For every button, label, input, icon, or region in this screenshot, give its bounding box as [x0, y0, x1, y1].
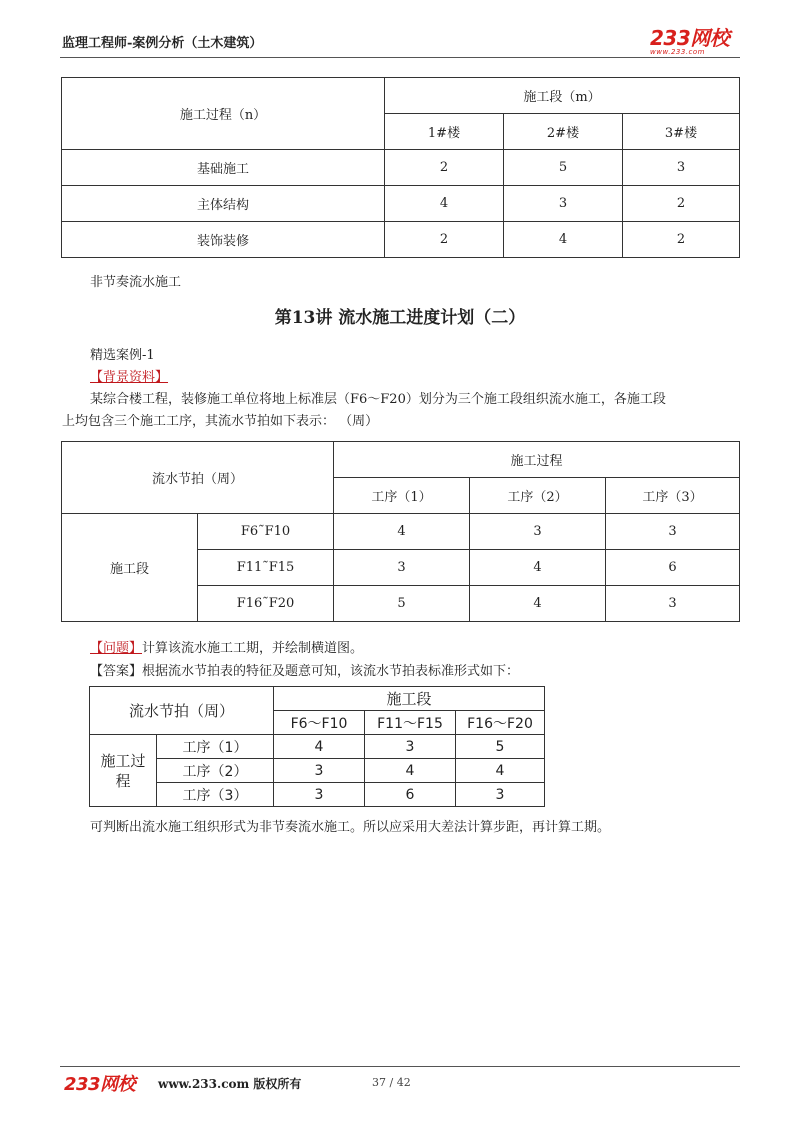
table3-row-name: 工序（1） — [157, 735, 274, 759]
table-cell: 3 — [606, 514, 740, 550]
question-label: 【问题】 — [90, 641, 143, 656]
background-text-line1: 某综合楼工程，装修施工单位将地上标准层（F6～F20）划分为三个施工段组织流水施工，各施工段 — [90, 392, 666, 407]
table-cell: 6 — [606, 550, 740, 586]
table2-col-header: 工序（2） — [470, 478, 606, 514]
table-row — [90, 735, 545, 759]
table-row — [62, 150, 740, 186]
table-cell: 2 — [623, 222, 740, 258]
table-row — [62, 514, 740, 550]
table-cell: 3 — [365, 735, 456, 759]
document-header-title: 监理工程师-案例分析（土木建筑） — [62, 36, 263, 51]
table-cell: 4 — [365, 759, 456, 783]
table2-col-header: 工序（3） — [606, 478, 740, 514]
table2-row-group: 施工段 — [62, 514, 198, 622]
background-text-line2: 上均包含三个施工工序，其流水节拍如下表示： （周） — [62, 414, 379, 429]
footer-logo — [64, 1070, 135, 1096]
table-cell: 5 — [504, 150, 623, 186]
table-cell: 2 — [385, 150, 504, 186]
table-cell: 4 — [470, 550, 606, 586]
table-cell: 3 — [274, 783, 365, 807]
table1-row-name: 主体结构 — [62, 186, 385, 222]
table3-corner: 流水节拍（周） — [90, 687, 274, 735]
table-cell: 3 — [504, 186, 623, 222]
table3-row-group — [90, 735, 157, 807]
table3-row-group-text: 施工过程 — [100, 751, 146, 790]
background-label: 【背景资料】 — [90, 370, 169, 385]
table-cell: 4 — [385, 186, 504, 222]
table-row — [62, 222, 740, 258]
table-cell: 3 — [456, 783, 545, 807]
table-row — [90, 759, 545, 783]
table-cell: 6 — [365, 783, 456, 807]
table1-caption: 非节奏流水施工 — [90, 275, 182, 290]
table3-row-name: 工序（3） — [157, 783, 274, 807]
question-text: 计算该流水施工工期，并绘制横道图。 — [142, 641, 364, 656]
case-label: 精选案例-1 — [90, 348, 155, 363]
table-cell: 4 — [504, 222, 623, 258]
table-cell: 3 — [334, 550, 470, 586]
table1-row-name: 基础施工 — [62, 150, 385, 186]
table-row — [90, 783, 545, 807]
brand-logo-text: 233网校 — [650, 26, 730, 50]
question-line — [90, 637, 363, 656]
table2-row-name: F11˜F15 — [198, 550, 334, 586]
table3-col-header: F11～F15 — [365, 711, 456, 735]
table2-group-header: 施工过程 — [334, 442, 740, 478]
table1-col-header: 3#楼 — [623, 114, 740, 150]
table-row — [62, 186, 740, 222]
table2-corner: 流水节拍（周） — [62, 442, 334, 514]
answer-text: 根据流水节拍表的特征及题意可知，该流水节拍表标准形式如下： — [142, 664, 520, 679]
brand-logo-url: www.233.com — [650, 48, 705, 56]
table-cell: 2 — [385, 222, 504, 258]
header-divider — [60, 57, 740, 58]
table-cell: 4 — [470, 586, 606, 622]
table-cell: 3 — [606, 586, 740, 622]
table-cell: 4 — [274, 735, 365, 759]
table3-col-header: F6～F10 — [274, 711, 365, 735]
brand-logo — [650, 22, 729, 56]
answer-line — [90, 660, 519, 679]
answer-label: 【答案】 — [90, 664, 143, 679]
table2-row-name: F6˜F10 — [198, 514, 334, 550]
footer-logo-text: 233网校 — [64, 1074, 136, 1095]
table3-row-name: 工序（2） — [157, 759, 274, 783]
table1-col-header: 2#楼 — [504, 114, 623, 150]
footer-copyright: www.233.com 版权所有 — [158, 1077, 302, 1091]
table-cell: 4 — [334, 514, 470, 550]
table-cell: 4 — [456, 759, 545, 783]
table1-group-header: 施工段（m） — [385, 78, 740, 114]
table1-row-header: 施工过程（n） — [62, 78, 385, 150]
table1-row-name: 装饰装修 — [62, 222, 385, 258]
page-number: 37 / 42 — [372, 1076, 411, 1089]
table1-col-header: 1#楼 — [385, 114, 504, 150]
table3-group-header: 施工段 — [274, 687, 545, 711]
flow-rhythm-table — [61, 441, 740, 622]
standard-form-table — [89, 686, 545, 807]
conclusion-text: 可判断出流水施工组织形式为非节奏流水施工。所以应采用大差法计算步距，再计算工期。 — [90, 820, 611, 835]
table-cell: 2 — [623, 186, 740, 222]
table-cell: 3 — [470, 514, 606, 550]
table-cell: 5 — [334, 586, 470, 622]
table-cell: 3 — [623, 150, 740, 186]
table3-col-header: F16～F20 — [456, 711, 545, 735]
section-title: 第13讲 流水施工进度计划（二） — [274, 308, 526, 328]
table-cell: 5 — [456, 735, 545, 759]
construction-sections-table — [61, 77, 740, 258]
table2-col-header: 工序（1） — [334, 478, 470, 514]
table-cell: 3 — [274, 759, 365, 783]
table2-row-name: F16˜F20 — [198, 586, 334, 622]
footer-divider — [60, 1066, 740, 1067]
